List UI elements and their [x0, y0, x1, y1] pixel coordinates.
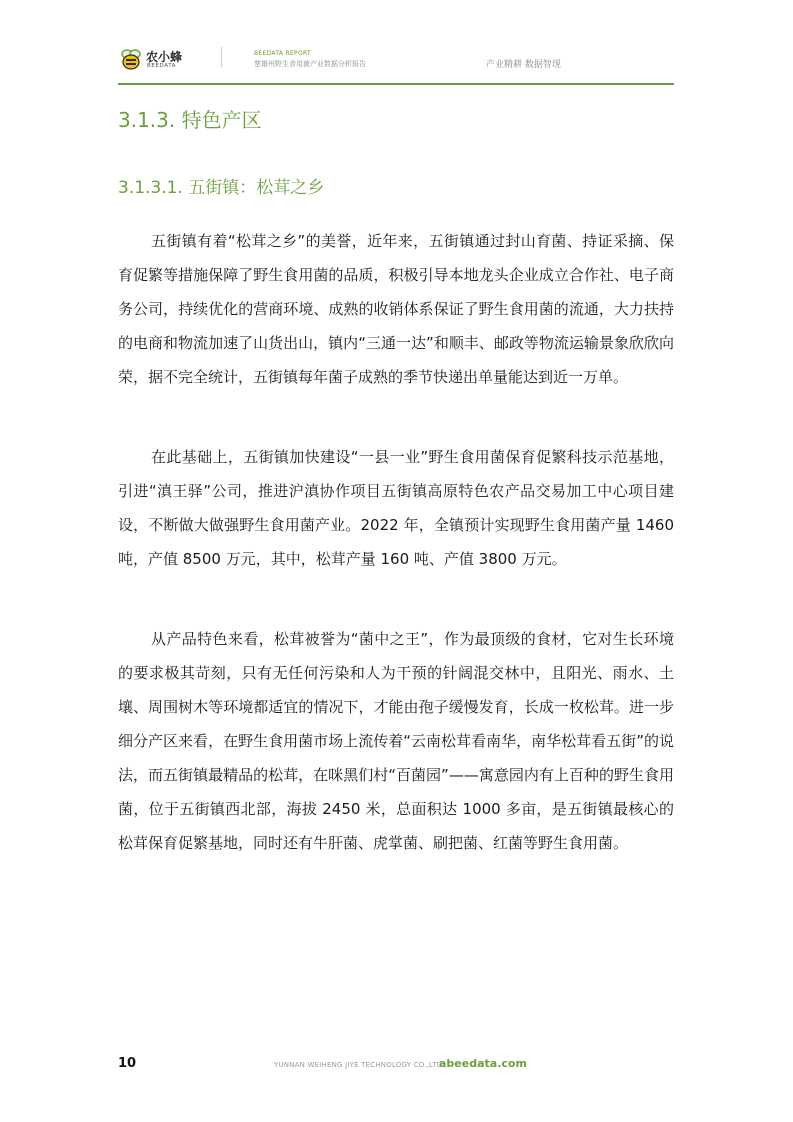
page-number: 10 — [118, 1056, 137, 1071]
body-paragraph: 五街镇有着“松茸之乡”的美誉，近年来，五街镇通过封山育菌、持证采摘、保育促繁等措施保障了野生食用菌的品质，积极引导本地龙头企业成立合作社、电子商务公司，持续优化的营商环境、成熟的收销体系保证了野生食用菌的流通，大力扶持的电商和物流加速了山货出山，镇内“三通一达”和顺丰、邮政等物流运输景象欣欣向荣，据不完全统计，五街镇每年菌子成熟的季节快递出单量能达到近一万单。 — [118, 232, 674, 386]
body-paragraph: 从产品特色来看，松茸被誉为“菌中之王”，作为最顶级的食材，它对生长环境的要求极其苛刻，只有无任何污染和人为干预的针阔混交林中，且阳光、雨水、土壤、周围树木等环境都适宜的情况下，才能由孢子缓慢发育，长成一枚松茸。进一步细分产区来看，在野生食用菌市场上流传着“云南松茸看南华，南华松茸看五街”的说法，而五街镇最精品的松茸，在咪黑们村“百菌园”——寓意园内有上百种的野生食用菌，位于五街镇西北部，海拔 2450 米，总面积达 1000 多亩，是五街镇最核心的松茸保育促繁基地，同时还有牛肝菌、虎掌菌、刷把菌、红菌等野生食用菌。 — [118, 630, 674, 852]
section-heading: 3.1.3. 特色产区 — [118, 108, 262, 132]
bee-icon — [118, 46, 144, 72]
header-divider — [221, 47, 222, 67]
body-paragraph: 在此基础上，五街镇加快建设“一县一业”野生食用菌保育促繁科技示范基地，引进“滇王驿”公司，推进沪滇协作项目五街镇高原特色农产品交易加工中心项目建设，不断做大做强野生食用菌产业。2022 年，全镇预计实现野生食用菌产量 1460 吨，产值 8500 万元，其中，松茸产量 160 吨、产值 3800 万元。 — [118, 448, 674, 568]
report-label: BEEDATA REPORT — [254, 50, 311, 57]
subsection-heading: 3.1.3.1. 五街镇：松茸之乡 — [118, 178, 325, 198]
footer-company: YUNNAN WEIHENG JIYE TECHNOLOGY CO.,LTD. — [274, 1061, 445, 1069]
footer-website: abeedata.com — [439, 1057, 527, 1070]
page-header — [0, 0, 793, 86]
logo-chinese-name: 农小蜂 — [146, 50, 183, 64]
brand-logo — [118, 46, 210, 74]
header-rule — [118, 83, 674, 85]
report-subtitle: 楚雄州野生食用菌产业数据分析报告 — [254, 60, 366, 68]
header-slogan: 产业精耕 数据智现 — [486, 60, 561, 70]
logo-english-name: BEEDATA — [147, 63, 177, 69]
